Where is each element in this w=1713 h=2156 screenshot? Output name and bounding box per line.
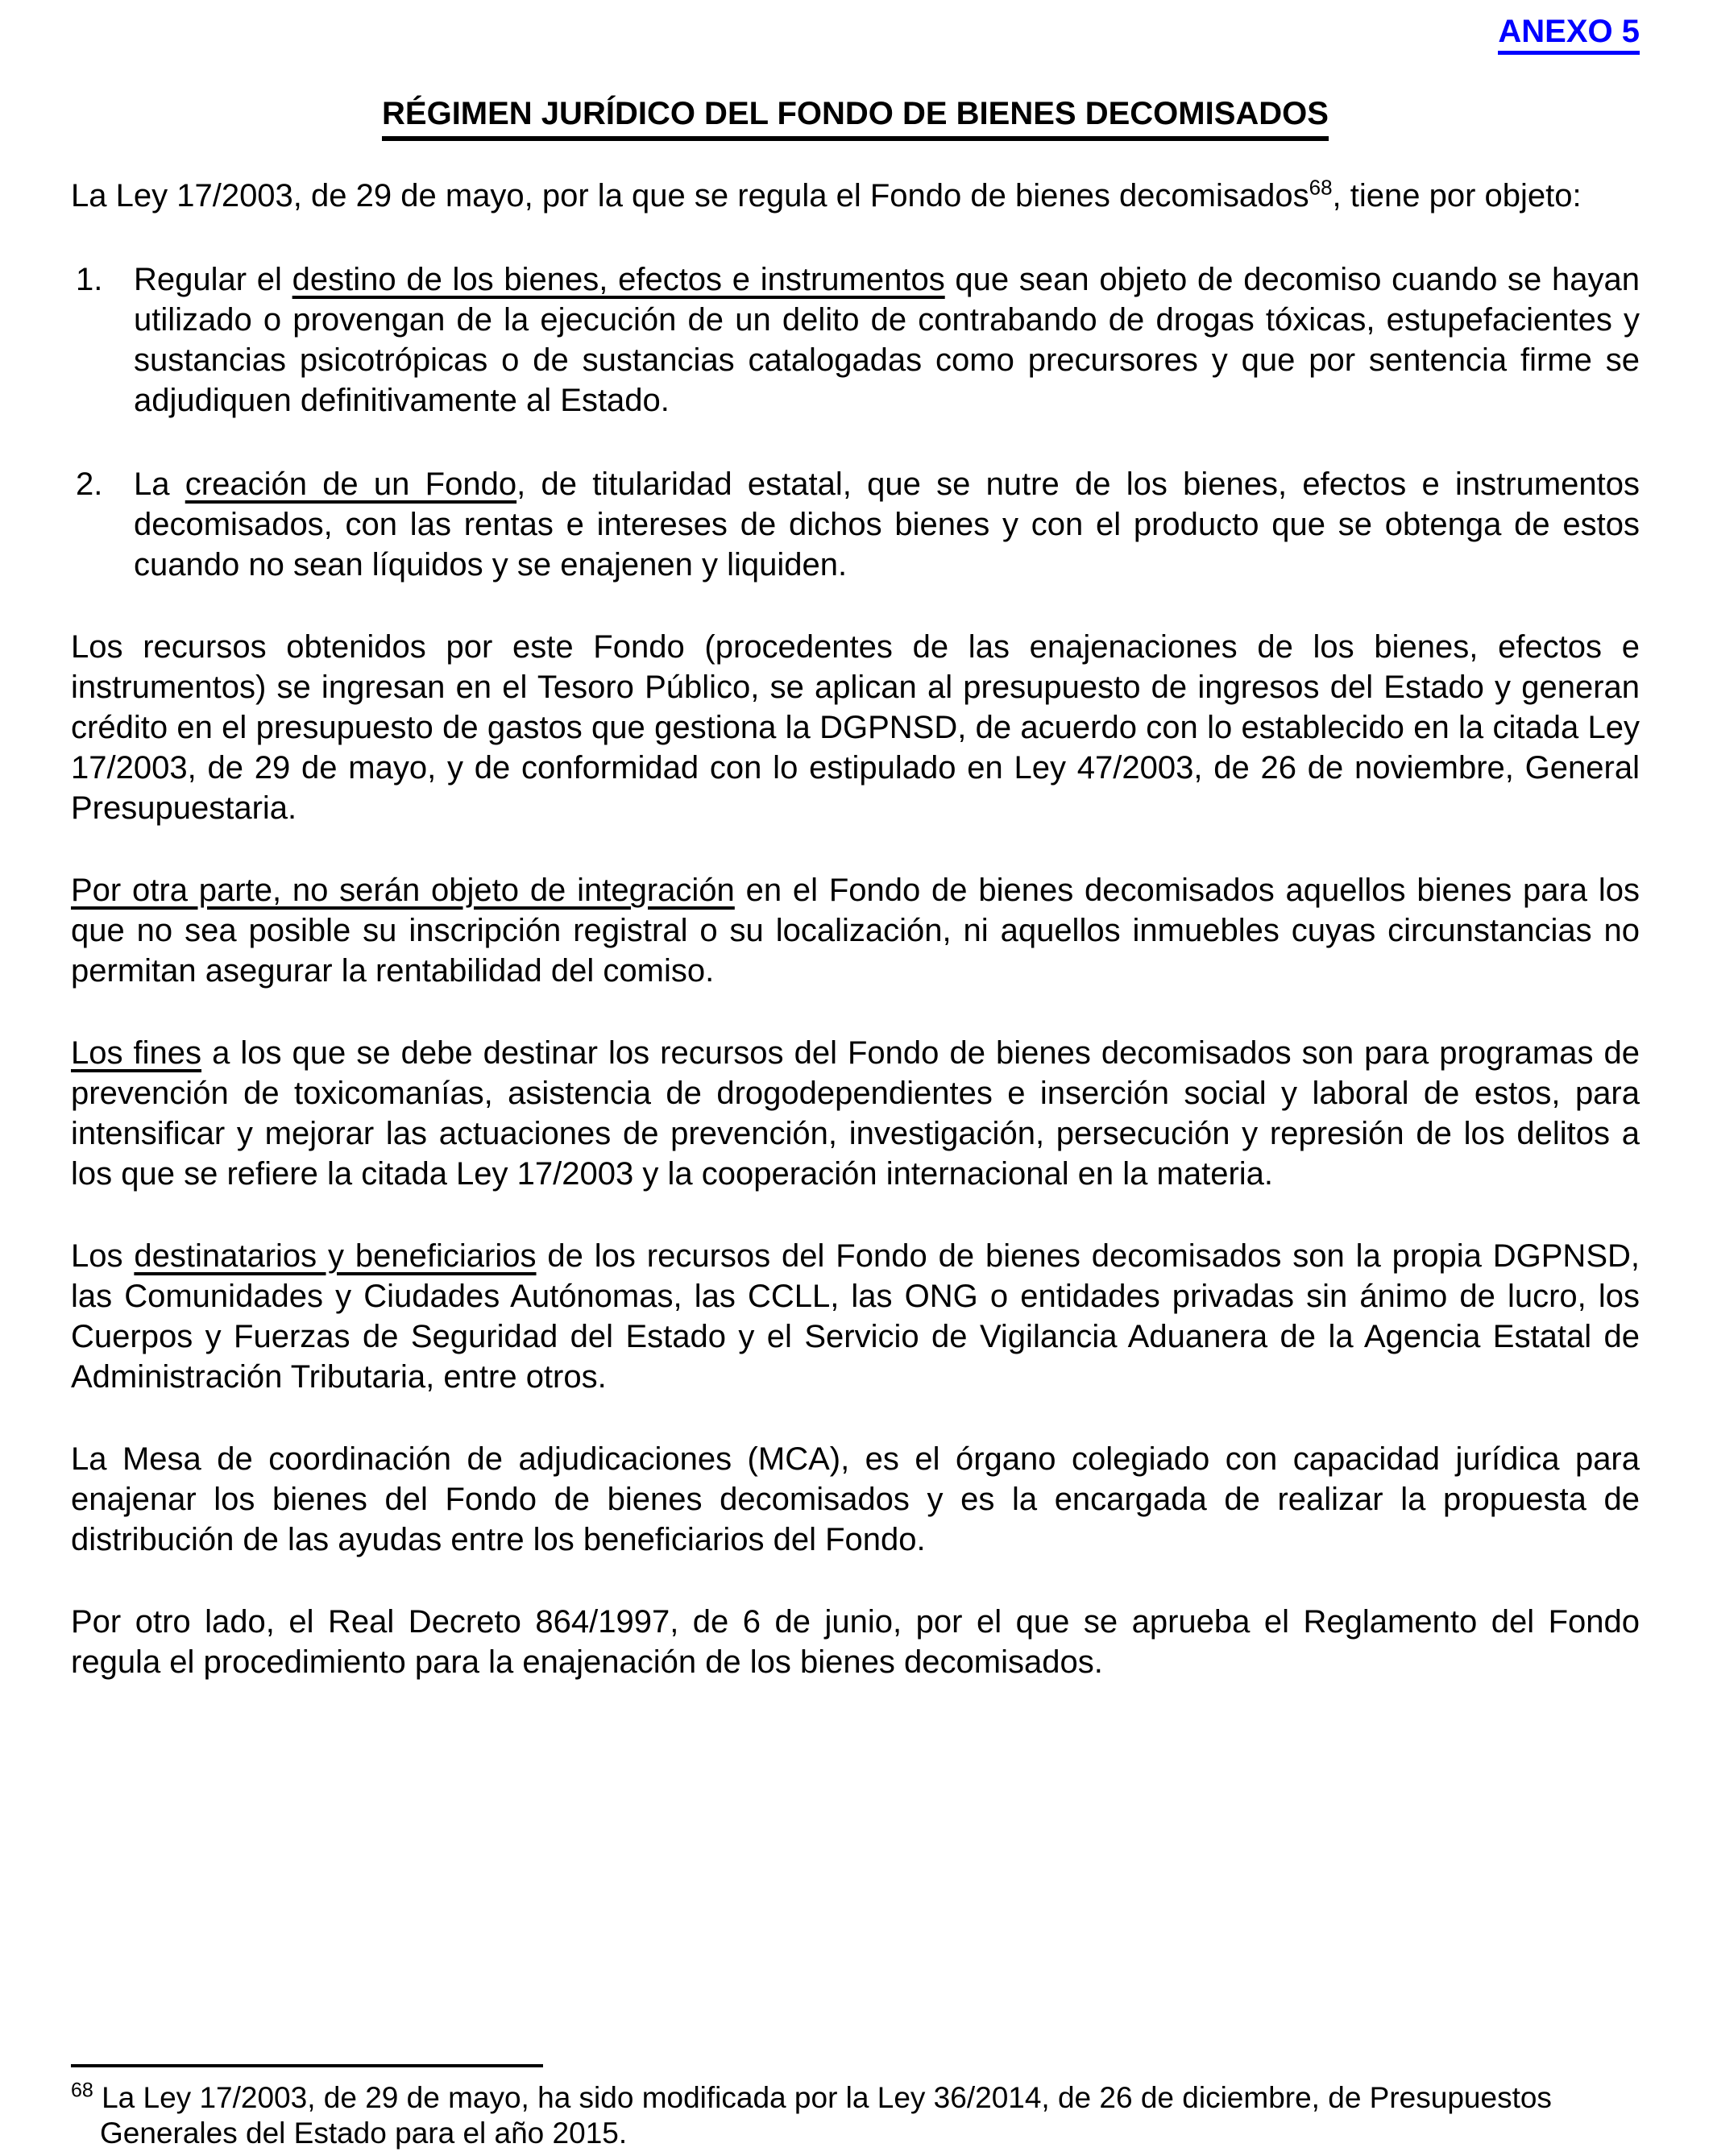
footnote-area (71, 2064, 1640, 2151)
paragraph-mca: La Mesa de coordinación de adjudicaciones (MCA), es el órgano colegiado con capacidad jurídica para enajenar los bienes del Fondo de bienes decomisados y es la encargada de realizar la propuesta de distribución de las ayudas entre los beneficiarios del Fondo. (71, 1441, 1640, 1557)
paragraph-real-decreto: Por otro lado, el Real Decreto 864/1997, de 6 de junio, por el que se aprueba el Reglamento del Fondo regula el procedimiento para la enajenación de los bienes decomisados. (71, 1604, 1640, 1680)
paragraph-integracion: Por otra parte, no serán objeto de integración en el Fondo de bienes decomisados aquellos bienes para los que no sea posible su inscripción registral o su localización, ni aquellos inmuebles cuyas circunstancias no permitan asegurar la rentabilidad del comiso. (71, 873, 1640, 989)
list-item-1-text: Regular el destino de los bienes, efectos e instrumentos que sean objeto de decomiso cuando se hayan utilizado o provengan de la ejecución de un delito de contrabando de drogas tóxicas, estupefacientes y sustancias psicotrópicas o de sustancias catalogadas como precursores y que por sentencia firme se adjudiquen definitivamente al Estado. (134, 262, 1640, 418)
footnote-text (71, 2080, 1640, 2151)
intro-paragraph: La Ley 17/2003, de 29 de mayo, por la que se regula el Fondo de bienes decomisados$^{68}$, tiene por objeto: (71, 175, 1582, 214)
paragraph-destinatarios: Los destinatarios y beneficiarios de los recursos del Fondo de bienes decomisados son la propia DGPNSD, las Comunidades y Ciudades Autónomas, las CCLL, las ONG o entidades privadas sin ánimo de lucro, los Cuerpos y Fuerzas de Seguridad del Estado y el Servicio de Vigilancia Aduanera de la Agencia Estatal de Administración Tributaria, entre otros. (71, 1238, 1640, 1395)
paragraph-recursos: Los recursos obtenidos por este Fondo (procedentes de las enajenaciones de los bienes, efectos e instrumentos) se ingresan en el Tesoro Público, se aplican al presupuesto de ingresos del Estado y generan crédito en el presupuesto de gastos que gestiona la DGPNSD, de acuerdo con lo establecido en la citada Ley 17/2003, de 29 de mayo, y de conformidad con lo estipulado en Ley 47/2003, de 26 de noviembre, General Presupuestaria. (71, 629, 1640, 826)
page-title (71, 93, 1640, 134)
list-item-1 (71, 259, 1640, 421)
footnote-marker: 68 (71, 2079, 93, 2102)
page-title-text: RÉGIMEN JURÍDICO DEL FONDO DE BIENES DECOMISADOS (382, 96, 1329, 141)
list-item-2-text: La creación de un Fondo, de titularidad estatal, que se nutre de los bienes, efectos e instrumentos decomisados, con las rentas e intereses de dichos bienes y con el producto que se obtenga de estos cuando no sean líquidos y se enajenen y liquiden. (134, 466, 1640, 583)
footnote-body: La Ley 17/2003, de 29 de mayo, ha sido modificada por la Ley 36/2014, de 26 de diciembre, de Presupuestos Generales del Estado para el año 2015. (100, 2081, 1552, 2150)
list-item-2-number: 2. (76, 466, 103, 502)
paragraph-fines: Los fines a los que se debe destinar los recursos del Fondo de bienes decomisados son para programas de prevención de toxicomanías, asistencia de drogodependientes e inserción social y laboral de estos, para intensificar y mejorar las actuaciones de prevención, investigación, persecución y represión de los delitos a los que se refiere la citada Ley 17/2003 y la cooperación internacional en la materia. (71, 1035, 1640, 1192)
list-item-2 (71, 464, 1640, 585)
footnote-separator (71, 2064, 543, 2067)
annex-header (71, 11, 1640, 52)
list-item-1-number: 1. (76, 262, 103, 297)
annex-label: ANEXO 5 (1498, 14, 1640, 55)
